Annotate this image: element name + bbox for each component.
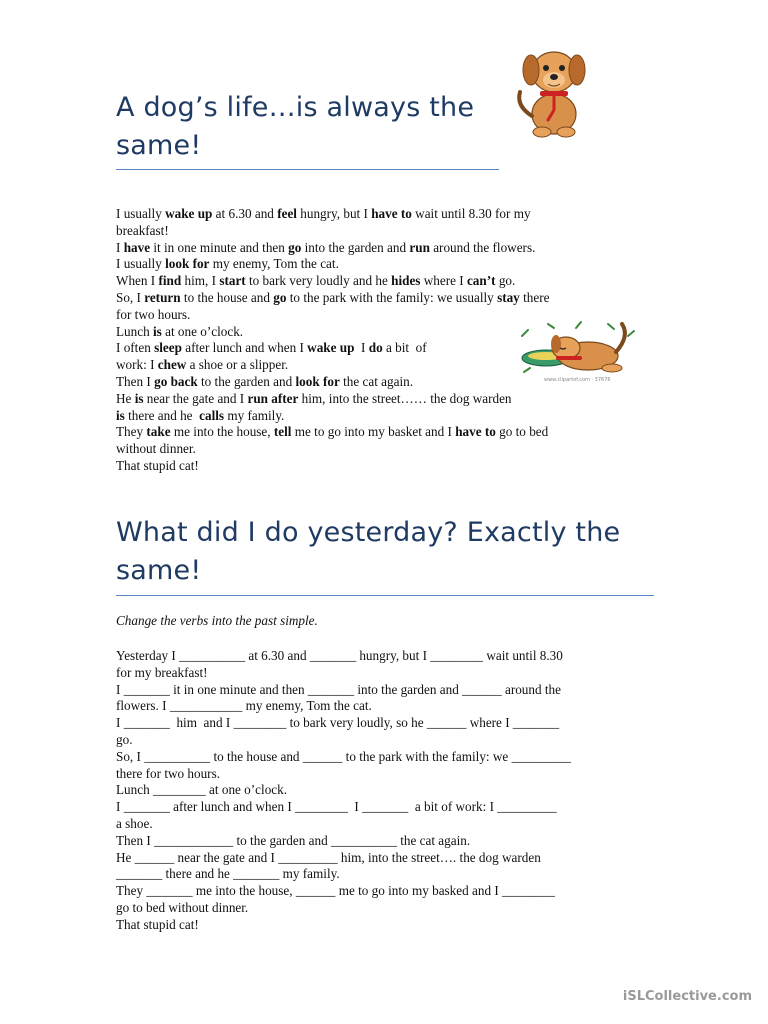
- story-text-segment: breakfast!: [116, 222, 169, 238]
- story-verb: run after: [247, 390, 299, 406]
- story-verb: is: [116, 407, 125, 423]
- story-verb: tell: [273, 424, 292, 440]
- section2-heading: What did I do yesterday? Exactly the same!: [116, 517, 621, 586]
- story-text-segment: I: [116, 239, 124, 255]
- story-verb: go: [273, 289, 287, 305]
- story-text-segment: near the gate and I: [143, 390, 248, 406]
- story-text-segment: at one o’clock.: [161, 323, 244, 339]
- story-text-segment: That stupid cat!: [116, 457, 199, 473]
- exercise-line: go.: [116, 731, 133, 747]
- story-line: [116, 424, 636, 441]
- story-verb: have: [123, 239, 151, 255]
- story-text-segment: go to bed: [495, 424, 549, 440]
- story-text-segment: there and he: [124, 407, 200, 423]
- story-text-segment: When I: [116, 273, 159, 289]
- story-verb: look for: [165, 256, 210, 272]
- story-line: [116, 290, 636, 307]
- story-text-segment: my family.: [224, 407, 285, 423]
- story-line: [116, 408, 636, 425]
- exercise-line: So, I __________ to the house and ______ to the park with the family: we _________: [116, 748, 571, 764]
- story-text-segment: work: I: [116, 357, 158, 373]
- exercise-line: flowers. I ___________ my enemy, Tom the cat.: [116, 698, 372, 714]
- exercise-line: That stupid cat!: [116, 916, 199, 932]
- section1-underline: [116, 169, 499, 170]
- story-verb: find: [158, 273, 182, 289]
- exercise-line: Lunch ________ at one o’clock.: [116, 782, 288, 798]
- story-text-segment: me to go into my basket and I: [291, 424, 456, 440]
- sleeping-dog-image: [516, 316, 644, 386]
- story-text-segment: around the flowers.: [429, 239, 536, 255]
- story-verb: start: [219, 273, 246, 289]
- story-verb: is: [134, 390, 144, 406]
- story-verb: return: [144, 289, 181, 305]
- exercise-line: Then I ____________ to the garden and __________ the cat again.: [116, 832, 471, 848]
- story-verb: sleep: [154, 340, 182, 356]
- exercise-line: _______ there and he _______ my family.: [116, 866, 340, 882]
- exercise-line: I _______ it in one minute and then _______ into the garden and ______ around the: [116, 681, 561, 697]
- story-text-segment: I often: [116, 340, 155, 356]
- exercise-instruction: Change the verbs into the past simple.: [116, 613, 318, 628]
- story-text-segment: him, I: [181, 273, 220, 289]
- section1-heading: A dog’s life…is always the same!: [116, 92, 475, 161]
- story-verb: calls: [199, 407, 225, 423]
- story-text-segment: me into the house,: [170, 424, 274, 440]
- story-verb: stay: [497, 289, 520, 305]
- exercise-line: They _______ me into the house, ______ me to go into my basked and I ________: [116, 883, 555, 899]
- story-verb: hides: [391, 273, 421, 289]
- story-text-segment: to the house and: [180, 289, 274, 305]
- story-text-segment: I: [354, 340, 369, 356]
- story-text-segment: my enemy, Tom the cat.: [209, 256, 339, 272]
- story-text-segment: him, into the street…… the dog warden: [298, 390, 512, 406]
- story-text-segment: They: [116, 424, 147, 440]
- story-text-segment: wait until 8.30 for my: [411, 206, 531, 221]
- story-line: [116, 206, 636, 223]
- story-line: [116, 256, 636, 273]
- exercise-line: go to bed without dinner.: [116, 899, 249, 915]
- story-text-segment: He: [116, 390, 135, 406]
- story-line: [116, 240, 636, 257]
- story-text-segment: for two hours.: [116, 306, 191, 322]
- story-text-segment: into the garden and: [301, 239, 410, 255]
- story-verb: have to: [455, 424, 496, 440]
- story-text-segment: where I: [420, 273, 467, 289]
- story-text-segment: to the park with the family: we usually: [286, 289, 498, 305]
- story-text-segment: to the garden and: [197, 373, 296, 389]
- story-text-segment: I usually: [116, 256, 166, 272]
- story-text-segment: Then I: [116, 373, 155, 389]
- story-text-segment: there: [519, 289, 550, 305]
- story-verb: do: [368, 340, 383, 356]
- section2-underline: [116, 595, 654, 596]
- story-text-segment: a bit of: [382, 340, 427, 356]
- exercise-line: Yesterday I __________ at 6.30 and _______ hungry, but I ________ wait until 8.30: [116, 648, 563, 663]
- story-line: [116, 223, 636, 240]
- story-verb: run: [409, 239, 430, 255]
- puppy-with-leash-image: [512, 36, 596, 140]
- story-line: [116, 391, 636, 408]
- exercise-line: a shoe.: [116, 815, 153, 831]
- story-verb: is: [153, 323, 162, 339]
- story-verb: wake up: [165, 206, 213, 221]
- story-verb: have to: [371, 206, 412, 221]
- story-verb: chew: [157, 357, 187, 373]
- clipart-credit: www.clipartof.com · 37676: [544, 377, 611, 383]
- story-text-segment: at 6.30 and: [212, 206, 278, 221]
- story-text-segment: to bark very loudly and he: [245, 273, 392, 289]
- exercise-text: [116, 648, 656, 934]
- story-text-segment: hungry, but I: [296, 206, 372, 221]
- story-line: [116, 458, 636, 475]
- story-verb: can’t: [466, 273, 496, 289]
- story-line: [116, 441, 636, 458]
- exercise-line: for my breakfast!: [116, 664, 208, 680]
- story-text-segment: a shoe or a slipper.: [186, 357, 289, 373]
- story-verb: take: [146, 424, 171, 440]
- story-verb: look for: [295, 373, 340, 389]
- story-text-segment: it in one minute and then: [150, 239, 289, 255]
- story-verb: go back: [154, 373, 198, 389]
- story-text-segment: the cat again.: [339, 373, 414, 389]
- exercise-line: I _______ after lunch and when I ________ I _______ a bit of work: I _________: [116, 799, 557, 815]
- story-verb: go: [288, 239, 302, 255]
- exercise-line: there for two hours.: [116, 765, 221, 781]
- story-line: [116, 273, 636, 290]
- story-text-segment: go.: [495, 273, 516, 289]
- story-text-segment: without dinner.: [116, 441, 196, 457]
- story-text-segment: So, I: [116, 289, 145, 305]
- story-text-segment: after lunch and when I: [181, 340, 308, 356]
- exercise-line: I _______ him and I ________ to bark very loudly, so he ______ where I _______: [116, 715, 560, 731]
- story-text-segment: I usually: [116, 206, 166, 221]
- watermark: iSLCollective.com: [622, 989, 752, 1004]
- story-text-segment: Lunch: [116, 323, 153, 339]
- story-verb: wake up: [307, 340, 355, 356]
- exercise-line: He ______ near the gate and I _________ him, into the street…. the dog warden: [116, 849, 541, 865]
- story-verb: feel: [277, 206, 297, 221]
